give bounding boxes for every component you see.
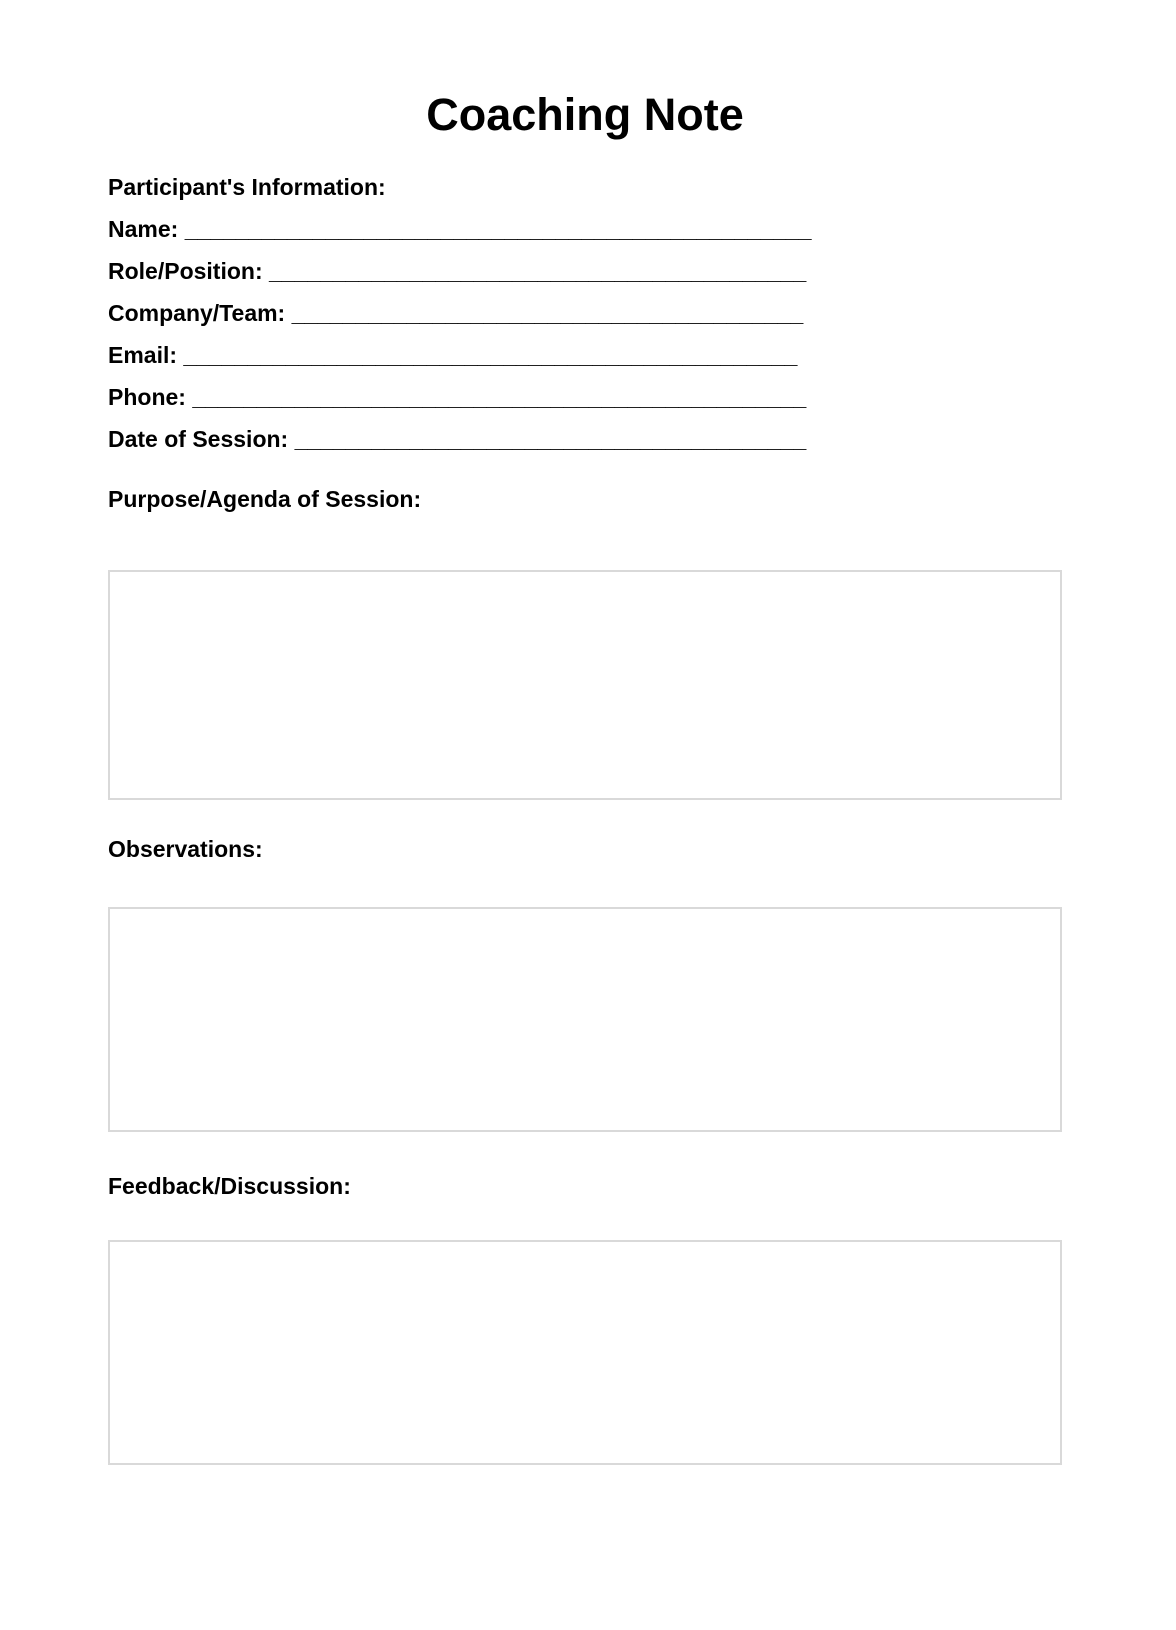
participant-info-heading: Participant's Information:	[108, 174, 386, 200]
section-heading-purpose-agenda: Purpose/Agenda of Session:	[108, 486, 422, 512]
company-team-label: Company/Team:	[108, 300, 286, 326]
observations-response-box[interactable]	[108, 907, 1062, 1132]
name-label: Name:	[108, 216, 179, 242]
role-position-blank-line: __________________________________________	[269, 258, 807, 284]
date-of-session-label: Date of Session:	[108, 426, 289, 452]
name-blank-line: _________________________________________________	[184, 216, 812, 242]
field-row-phone	[108, 376, 1062, 418]
company-team-blank-line: ________________________________________	[291, 300, 804, 326]
document-content	[108, 0, 1062, 1465]
purpose-agenda-response-box[interactable]	[108, 570, 1062, 800]
section-heading-observations: Observations:	[108, 836, 263, 862]
email-label: Email:	[108, 342, 178, 368]
field-row-company-team	[108, 292, 1062, 334]
role-position-label: Role/Position:	[108, 258, 263, 284]
phone-blank-line: ________________________________________________	[192, 384, 807, 410]
email-blank-line: ________________________________________________	[183, 342, 798, 368]
field-row-name	[108, 208, 1062, 250]
field-row-date-of-session	[108, 418, 1062, 460]
field-row-role-position	[108, 250, 1062, 292]
section-heading-feedback-discussion: Feedback/Discussion:	[108, 1173, 351, 1199]
field-row-email	[108, 334, 1062, 376]
document-title: Coaching Note	[426, 89, 744, 140]
feedback-discussion-response-box[interactable]	[108, 1240, 1062, 1465]
date-of-session-blank-line: ________________________________________	[294, 426, 807, 452]
phone-label: Phone:	[108, 384, 186, 410]
